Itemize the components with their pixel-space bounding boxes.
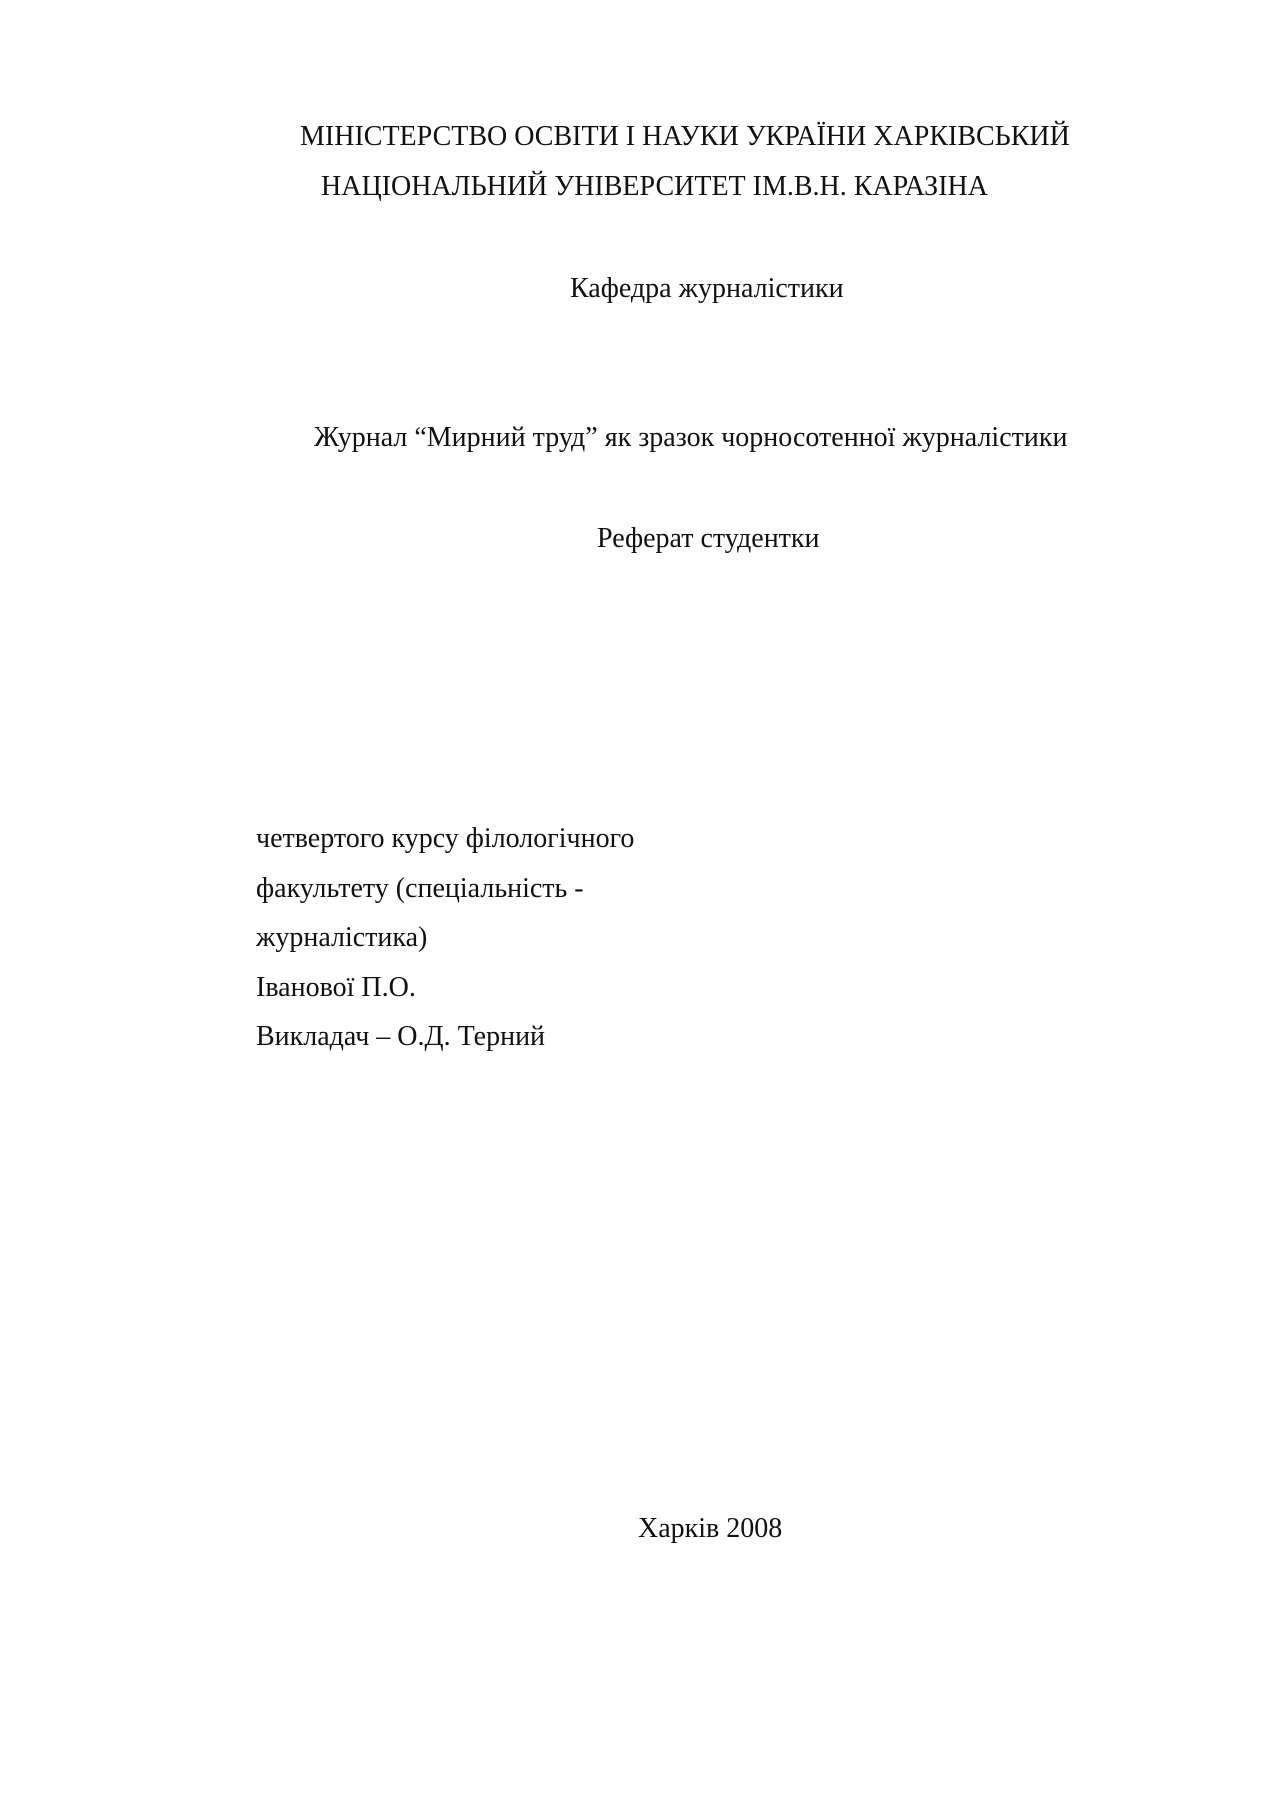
student-name: Іванової П.О.: [256, 971, 416, 1003]
student-info: [256, 814, 634, 1062]
student-info-line: факультету (спеціальність -: [256, 872, 584, 904]
student-info-line: четвертого курсу філологічного: [256, 823, 635, 854]
instructor-line: Викладач – О.Д. Терний: [256, 1021, 546, 1052]
report-type: Реферат студентки: [597, 523, 820, 554]
city-year: Харків 2008: [638, 1513, 783, 1544]
department-name: Кафедра журналістики: [570, 273, 844, 304]
ministry-heading-line-1: МІНІСТЕРСТВО ОСВІТИ І НАУКИ УКРАЇНИ ХАРКІВСЬКИЙ: [300, 121, 1070, 152]
student-info-line: журналістика): [256, 922, 428, 953]
document-title: Журнал “Мирний труд” як зразок чорносотенної журналістики: [314, 422, 1068, 453]
ministry-heading-line-2: НАЦІОНАЛЬНИЙ УНІВЕРСИТЕТ ІМ.В.Н. КАРАЗІНА: [321, 171, 988, 202]
